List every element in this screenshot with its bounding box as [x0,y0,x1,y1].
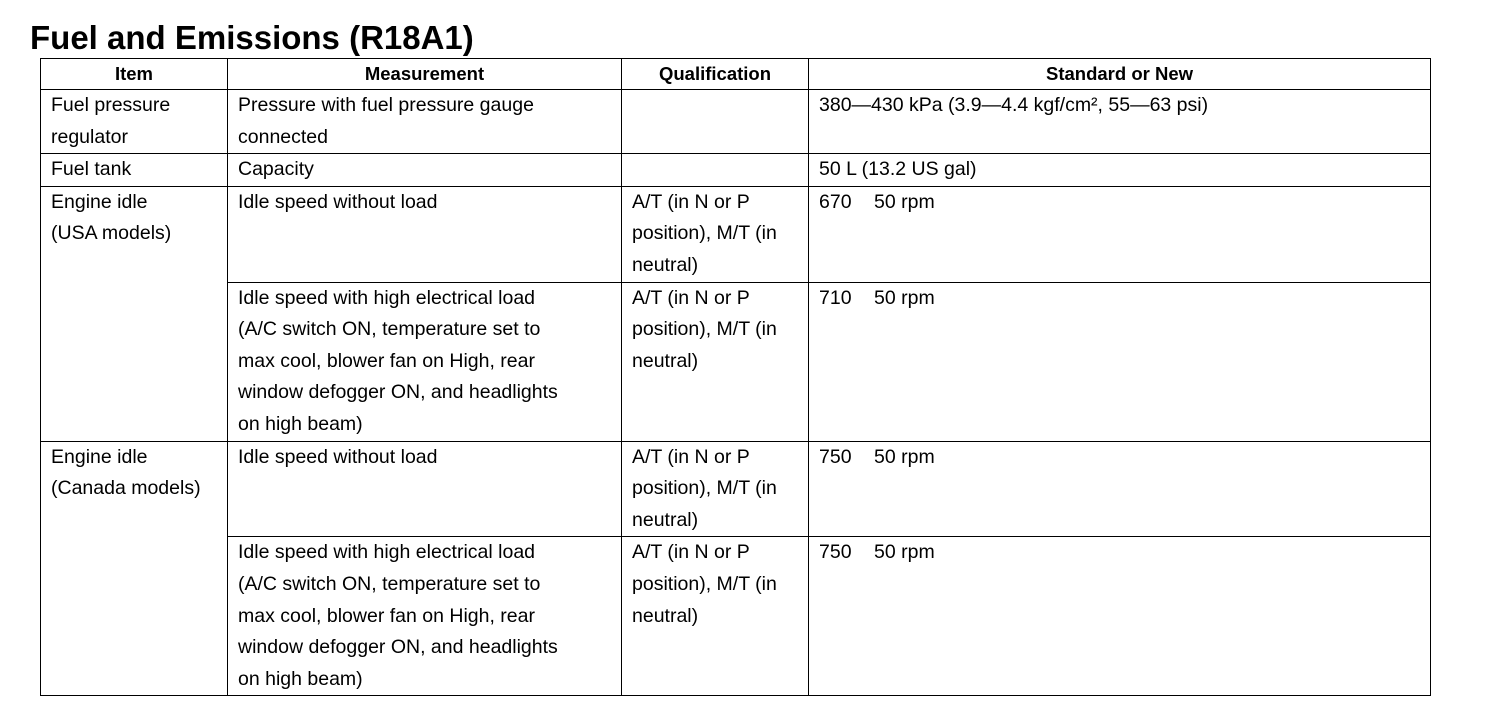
measurement-text: (A/C switch ON, temperature set to [238,572,541,595]
qualification-cell [622,282,809,441]
qualification-text: position), M/T (in [632,318,777,341]
qualification-text: neutral) [632,604,699,627]
standard-value: 710 [819,286,852,309]
measurement-text: connected [238,125,328,148]
measurement-text: (A/C switch ON, temperature set to [238,318,541,341]
standard-text [819,537,1430,569]
qualification-cell [622,186,809,282]
standard-cell [809,154,1431,187]
measurement-text: max cool, blower fan on High, rear [238,349,535,372]
item-text: regulator [51,125,128,148]
measurement-cell [228,90,622,154]
measurement-text: on high beam) [238,412,363,435]
item-text: (Canada models) [51,477,201,500]
standard-tolerance: 50 rpm [874,445,935,468]
measurement-text: max cool, blower fan on High, rear [238,604,535,627]
measurement-cell [228,154,622,187]
standard-text [819,283,1430,315]
standard-value: 750 [819,541,852,564]
measurement-cell [228,537,622,696]
table-header-row [41,59,1431,90]
standard-cell [809,441,1431,537]
qualification-text: neutral) [632,508,699,531]
item-cell [41,186,228,441]
qualification-cell [622,90,809,154]
measurement-text: window defogger ON, and headlights [238,636,558,659]
standard-text [819,187,1430,219]
measurement-text: Capacity [238,158,314,181]
measurement-text: on high beam) [238,667,363,690]
measurement-text: Idle speed with high electrical load [238,541,536,564]
column-header-qualification: Qualification [622,59,809,90]
table-row [41,441,1431,537]
item-text: Fuel tank [51,158,132,181]
measurement-text: Idle speed without load [238,190,438,213]
standard-text: 50 L (13.2 US gal) [819,158,977,181]
qualification-cell [622,441,809,537]
item-text: Engine idle [51,445,148,468]
table-row [41,537,1431,696]
standard-cell [809,186,1431,282]
measurement-text: Idle speed without load [238,445,438,468]
standard-value: 750 [819,445,852,468]
measurement-cell [228,186,622,282]
table-row [41,154,1431,187]
standard-tolerance: 50 rpm [874,286,935,309]
standard-text [819,442,1430,474]
item-text: (USA models) [51,222,172,245]
table-row [41,90,1431,154]
column-header-measurement: Measurement [228,59,622,90]
standard-cell [809,90,1431,154]
qualification-text: A/T (in N or P [632,541,750,564]
item-cell [41,154,228,187]
qualification-text: position), M/T (in [632,477,777,500]
measurement-cell [228,282,622,441]
table-row [41,186,1431,282]
qualification-text: position), M/T (in [632,222,777,245]
qualification-text: neutral) [632,253,699,276]
qualification-text: A/T (in N or P [632,190,750,213]
measurement-cell [228,441,622,537]
qualification-text: A/T (in N or P [632,286,750,309]
qualification-text: A/T (in N or P [632,445,750,468]
standard-tolerance: 50 rpm [874,541,935,564]
qualification-text: position), M/T (in [632,572,777,595]
measurement-text: window defogger ON, and headlights [238,381,558,404]
qualification-cell [622,537,809,696]
specification-table [40,58,1431,696]
measurement-text: Pressure with fuel pressure gauge [238,94,534,116]
standard-cell [809,537,1431,696]
column-header-item: Item [41,59,228,90]
item-cell [41,90,228,154]
qualification-cell [622,154,809,187]
standard-text: 380—430 kPa (3.9—4.4 kgf/cm², 55—63 psi) [819,94,1209,116]
table-row [41,282,1431,441]
item-cell [41,441,228,696]
standard-cell [809,282,1431,441]
standard-value: 670 [819,190,852,213]
measurement-text: Idle speed with high electrical load [238,286,536,309]
standard-tolerance: 50 rpm [874,190,935,213]
item-text: Fuel pressure [51,94,171,116]
page-title: Fuel and Emissions (R18A1) [30,19,474,56]
item-text: Engine idle [51,190,148,213]
qualification-text: neutral) [632,349,699,372]
column-header-standard: Standard or New [809,59,1431,90]
